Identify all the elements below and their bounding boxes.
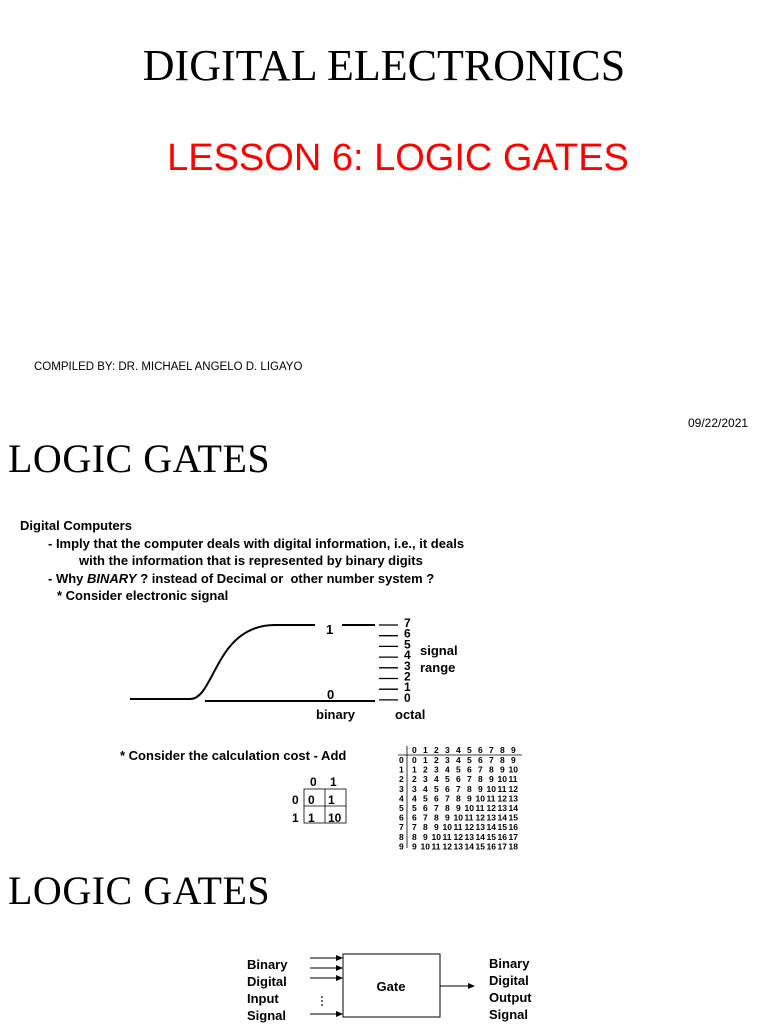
table-cell: 16: [508, 822, 518, 833]
table-cell: 13: [497, 803, 507, 813]
row-header: 5: [399, 803, 404, 813]
table-row: [412, 784, 518, 794]
table-row: [412, 832, 518, 842]
table-cell: 13: [486, 812, 496, 823]
table-cell: 18: [508, 841, 518, 850]
table-cell: 3: [423, 774, 428, 785]
table-cell: 5: [423, 793, 428, 804]
table-cell: 5: [467, 755, 472, 765]
table-cell: 11: [508, 774, 518, 785]
input-label-3: Input: [247, 991, 279, 1006]
table-cell: 8: [412, 831, 417, 842]
signal-diagram: [120, 612, 480, 726]
table-row: [412, 822, 518, 832]
row-header: 1: [292, 811, 299, 824]
decimal-addition-table: [396, 744, 526, 850]
table-cell: 10: [453, 812, 463, 823]
table-cell: 1: [412, 764, 417, 775]
table-cell: 12: [442, 841, 452, 850]
table-row: [412, 765, 518, 775]
table-cell: 9: [478, 783, 483, 794]
table-cell: 1: [423, 755, 428, 765]
row-header: 3: [399, 783, 404, 794]
table-cell: 1: [308, 811, 315, 824]
table-cell: 15: [475, 841, 485, 850]
table-cell: 4: [456, 755, 461, 765]
table-cell: 0: [308, 793, 315, 807]
bullet-imply-line1: - Imply that the computer deals with digital information, i.e., it deals: [48, 536, 465, 551]
table-row: [412, 803, 518, 813]
table-cell: 8: [467, 783, 472, 794]
table-cell: 4: [423, 783, 428, 794]
high-label: 1: [326, 622, 334, 637]
table-cell: 7: [478, 764, 483, 775]
table-cell: 6: [434, 793, 439, 804]
table-cell: 13: [453, 841, 463, 850]
signal-curve: [130, 625, 315, 699]
table-cell: 10: [442, 822, 452, 833]
row-header: 4: [399, 793, 404, 804]
gate-label: Gate: [376, 979, 406, 994]
table-cell: 13: [475, 822, 485, 833]
table-cell: 6: [467, 764, 472, 775]
binary-addition-table: [286, 772, 358, 824]
col-header: 8: [500, 745, 505, 755]
table-cell: 10: [508, 764, 518, 775]
logic-gates-heading: LOGIC GATES: [8, 436, 271, 481]
table-cell: 12: [486, 803, 496, 813]
col-header: 1: [330, 775, 337, 789]
table-cell: 7: [456, 783, 461, 794]
row-header: 2: [399, 774, 404, 785]
table-cell: 17: [497, 841, 507, 850]
output-label-4: Signal: [489, 1007, 529, 1022]
table-cell: 2: [412, 774, 417, 785]
col-header: 0: [310, 775, 317, 789]
octal-label: octal: [395, 707, 426, 722]
table-cell: 9: [423, 831, 428, 842]
row-header: 9: [399, 841, 404, 850]
slide-title: DIGITAL ELECTRONICS: [142, 41, 626, 90]
table-cell: 12: [453, 831, 463, 842]
table-cell: 8: [489, 764, 494, 775]
table-cell: 11: [486, 793, 496, 804]
output-label-2: Digital: [489, 973, 529, 988]
range-label: range: [420, 660, 456, 675]
table-cell: 7: [434, 803, 439, 813]
table-cell: 11: [453, 822, 463, 833]
col-header: 2: [434, 745, 439, 755]
bullet-imply-line2: with the information that is represented by binary digits: [79, 553, 423, 568]
table-cell: 9: [500, 764, 505, 775]
table-cell: 11: [442, 831, 452, 842]
col-header: 1: [423, 745, 428, 755]
table-cell: 10: [420, 841, 430, 850]
compiled-by-text: COMPILED BY: DR. MICHAEL ANGELO D. LIGAYO: [34, 361, 303, 373]
why-prefix: - Why: [48, 571, 87, 586]
octal-level-label: 4: [404, 648, 411, 663]
row-header: 1: [399, 764, 404, 775]
table-cell: 14: [508, 803, 518, 813]
col-header: 7: [489, 745, 494, 755]
table-cell: 9: [467, 793, 472, 804]
table-cell: 9: [511, 755, 516, 765]
table-cell: 15: [508, 812, 518, 823]
table-cell: 8: [478, 774, 483, 785]
row-header: 8: [399, 831, 404, 842]
col-header: 4: [456, 745, 461, 755]
digital-computers-heading: Digital Computers: [20, 518, 132, 533]
row-header: 0: [292, 793, 299, 807]
table-cell: 7: [467, 774, 472, 785]
table-cell: 6: [456, 774, 461, 785]
output-label-3: Output: [489, 990, 532, 1005]
row-header: 6: [399, 812, 404, 823]
row-header: 7: [399, 822, 404, 833]
col-header: 0: [412, 745, 417, 755]
table-cell: 16: [497, 831, 507, 842]
table-cell: 13: [464, 831, 474, 842]
table-cell: 8: [445, 803, 450, 813]
table-cell: 3: [445, 755, 450, 765]
table-cell: 14: [464, 841, 474, 850]
output-label-1: Binary: [489, 956, 530, 971]
table-cell: 11: [431, 841, 441, 850]
octal-level-label: 3: [404, 658, 411, 673]
table-cell: 11: [475, 803, 485, 813]
table-cell: 10: [464, 803, 474, 813]
table-cell: 6: [412, 812, 417, 823]
table-cell: 10: [497, 774, 507, 785]
table-cell: 4: [445, 764, 450, 775]
octal-level-label: 1: [404, 680, 411, 695]
table-cell: 12: [497, 793, 507, 804]
table-cell: 9: [445, 812, 450, 823]
input-arrows: [310, 955, 343, 1017]
table-row: [412, 793, 518, 803]
table-cell: 1: [328, 793, 335, 807]
input-label-4: Signal: [247, 1008, 287, 1023]
table-cell: 5: [412, 803, 417, 813]
table-cell: 8: [500, 755, 505, 765]
low-label: 0: [327, 687, 335, 702]
why-suffix: ? instead of Decimal or other number system ?: [136, 571, 435, 586]
col-header: 5: [467, 745, 472, 755]
bullet-why-binary: [48, 570, 434, 587]
octal-level-label: 0: [404, 690, 411, 705]
calculation-cost-text: * Consider the calculation cost - Add: [120, 748, 347, 763]
table-row: [412, 813, 518, 823]
table-cell: 12: [464, 822, 474, 833]
table-cell: 14: [497, 812, 507, 823]
table-cell: 16: [486, 841, 496, 850]
table-cell: 5: [434, 783, 439, 794]
table-cell: 5: [456, 764, 461, 775]
table-cell: 4: [412, 793, 417, 804]
table-cell: 10: [328, 811, 342, 824]
table-cell: 2: [423, 764, 428, 775]
table-cell: 5: [445, 774, 450, 785]
logic-gates-heading-2: LOGIC GATES: [8, 868, 271, 913]
table-cell: 2: [434, 755, 439, 765]
octal-level-label: 5: [404, 637, 411, 652]
table-cell: 7: [423, 812, 428, 823]
table-cell: 15: [486, 831, 496, 842]
output-arrowhead: [468, 983, 475, 989]
table-cell: 0: [412, 755, 417, 765]
input-label-1: Binary: [247, 957, 288, 972]
table-cell: 8: [423, 822, 428, 833]
gate-block-diagram: [240, 946, 550, 1024]
binary-label: binary: [316, 707, 356, 722]
octal-levels: [379, 616, 411, 705]
table-cell: 14: [486, 822, 496, 833]
table-cell: 6: [478, 755, 483, 765]
table-cell: 8: [456, 793, 461, 804]
table-cell: 3: [434, 764, 439, 775]
table-cell: 7: [412, 822, 417, 833]
binary-italic: BINARY: [87, 571, 137, 586]
table-row: [412, 774, 518, 784]
octal-level-label: 6: [404, 626, 411, 641]
table-cell: 15: [497, 822, 507, 833]
octal-level-label: 2: [404, 669, 411, 684]
table-cell: 9: [412, 841, 417, 850]
table-cell: 10: [486, 783, 496, 794]
table-cell: 4: [434, 774, 439, 785]
table-cell: 9: [456, 803, 461, 813]
table-cell: 17: [508, 831, 518, 842]
table-cell: 9: [489, 774, 494, 785]
table-row: [412, 755, 516, 765]
col-header: 3: [445, 745, 450, 755]
bullet-consider-signal: * Consider electronic signal: [57, 588, 229, 603]
input-label-2: Digital: [247, 974, 287, 989]
row-header: 0: [399, 755, 404, 765]
col-header: 6: [478, 745, 483, 755]
table-cell: 3: [412, 783, 417, 794]
table-cell: 13: [508, 793, 518, 804]
table-cell: 7: [489, 755, 494, 765]
table-cell: 7: [445, 793, 450, 804]
octal-level-label: 7: [404, 616, 411, 630]
table-cell: 10: [431, 831, 441, 842]
table-cell: 11: [497, 783, 507, 794]
table-cell: 11: [464, 812, 474, 823]
slide-date: 09/22/2021: [688, 416, 749, 430]
table-cell: 6: [445, 783, 450, 794]
table-row: [412, 841, 518, 850]
table-cell: 8: [434, 812, 439, 823]
col-header: 9: [511, 745, 516, 755]
lesson-title: LESSON 6: LOGIC GATES: [167, 137, 629, 179]
table-cell: 9: [434, 822, 439, 833]
table-cell: 12: [475, 812, 485, 823]
table-cell: 6: [423, 803, 428, 813]
table-cell: 12: [508, 783, 518, 794]
table-cell: 10: [475, 793, 485, 804]
signal-label: signal: [420, 643, 458, 658]
table-cell: 14: [475, 831, 485, 842]
